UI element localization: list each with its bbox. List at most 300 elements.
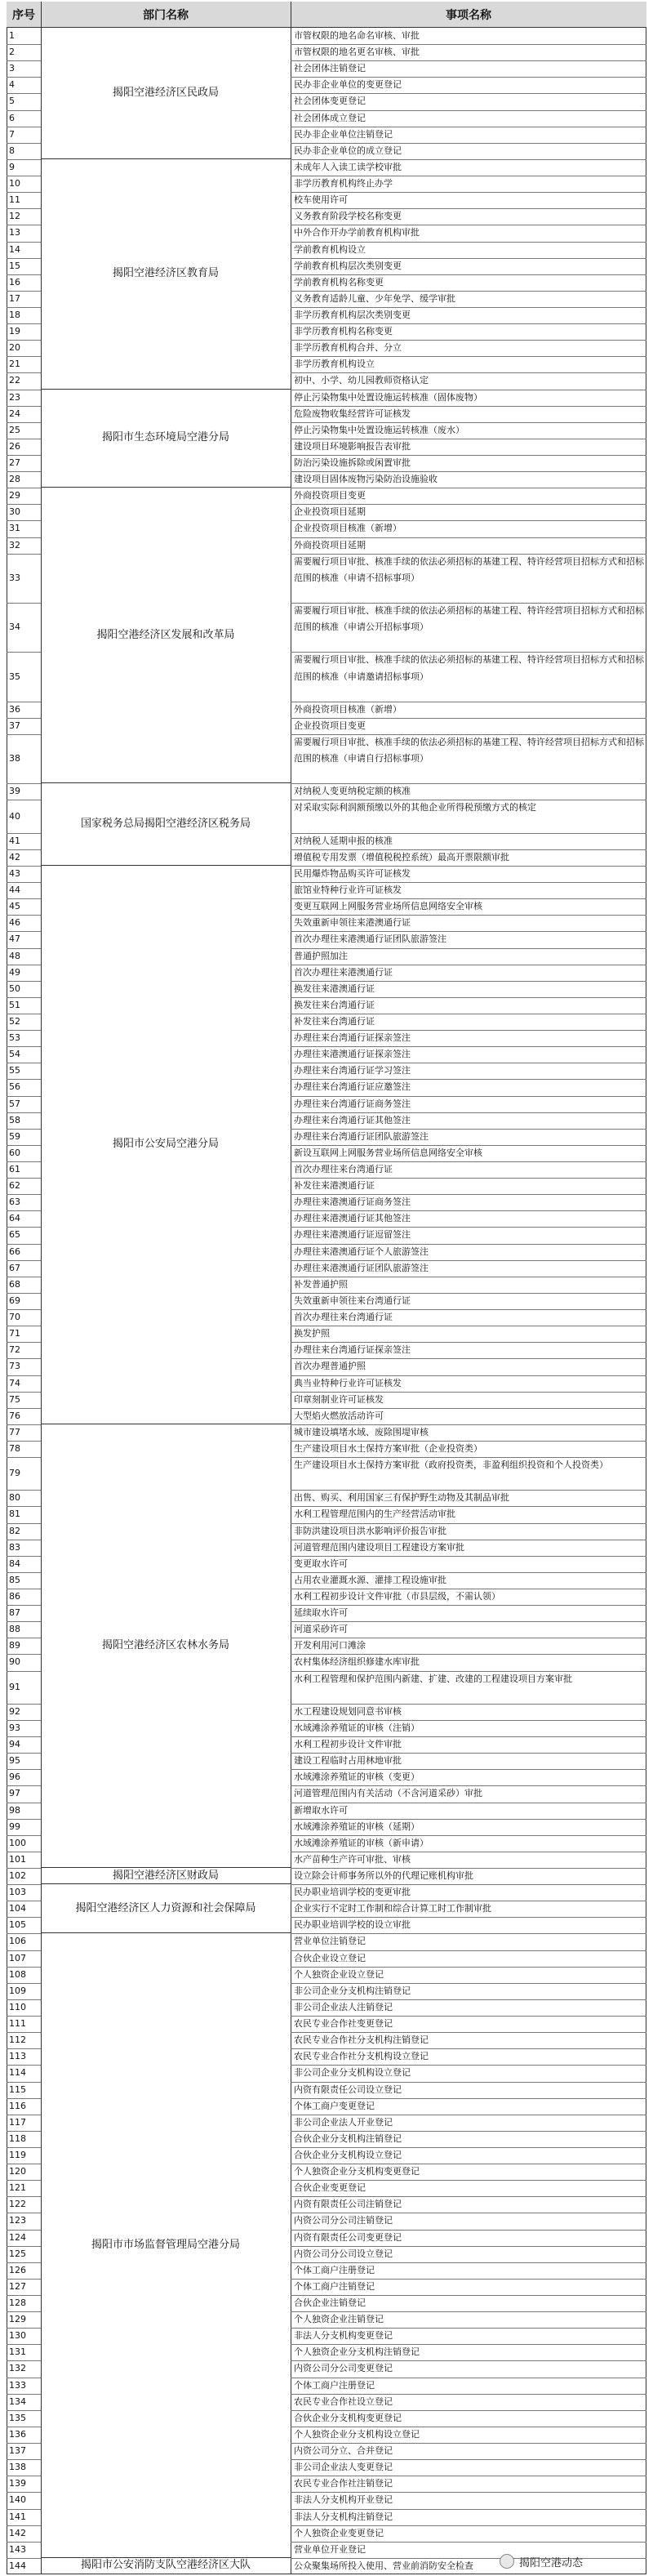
row-item-name: 印章刻制业许可证核发 (294, 1393, 384, 1405)
row-item-name: 办理往来港澳通行证商务签注 (294, 1197, 411, 1208)
row-number: 37 (9, 720, 20, 731)
row-divider (7, 1933, 41, 1934)
row-divider (7, 981, 41, 982)
row-divider (7, 1161, 41, 1162)
row-divider (7, 1392, 41, 1393)
row-number: 2 (9, 47, 15, 58)
row-number: 29 (9, 490, 20, 501)
row-number: 83 (9, 1541, 20, 1553)
row-item-name: 非法人分支机构开业登记 (294, 2494, 393, 2506)
row-item-name: 办理往来台湾通行证应邀签注 (294, 1081, 411, 1093)
row-number: 59 (9, 1130, 20, 1142)
row-divider (291, 652, 646, 653)
row-item-name: 学前教育机构设立 (294, 243, 366, 255)
row-divider (291, 2016, 646, 2017)
row-item-name: 换发往来港澳通行证 (294, 983, 375, 994)
row-divider (7, 931, 41, 932)
row-item-name: 内资公司分公司注销登记 (294, 2215, 393, 2226)
row-item-name: 办理往来台湾通行证探亲签注 (294, 1032, 411, 1044)
row-number: 141 (9, 2511, 26, 2522)
row-divider (7, 603, 41, 604)
row-divider (7, 1490, 41, 1491)
row-divider (7, 520, 41, 521)
row-divider (291, 2509, 646, 2510)
row-number: 26 (9, 440, 20, 452)
row-divider (7, 504, 41, 505)
row-item-name: 个人独资企业分支机构变更登记 (294, 2166, 420, 2177)
row-item-name: 新设互联网上网服务营业场所信息网络安全审核 (294, 1147, 482, 1158)
row-divider (7, 2558, 41, 2559)
header-item: 事项名称 (291, 2, 646, 28)
department-name: 揭阳市公安局空港分局 (41, 866, 291, 1424)
row-item-name: 公众聚集场所投入使用、营业前消防安全检查 (294, 2560, 473, 2571)
row-number: 81 (9, 1509, 20, 1520)
row-divider (7, 2360, 41, 2361)
row-divider (291, 1967, 646, 1968)
row-item-name: 社会团体成立登记 (294, 112, 366, 123)
row-divider (7, 110, 41, 111)
row-number: 136 (9, 2428, 26, 2440)
row-divider (7, 2410, 41, 2411)
row-item-name: 停止污染物集中处置设施运转核准（固体废物） (294, 391, 482, 403)
row-divider (291, 833, 646, 834)
row-divider (291, 307, 646, 308)
row-divider (7, 1210, 41, 1211)
row-item-name: 办理往来台湾通行证其他签注 (294, 1114, 411, 1125)
department-name: 揭阳空港经济区发展和改革局 (41, 488, 291, 783)
row-divider (7, 2048, 41, 2049)
row-item-name: 合伙企业分支机构注销登记 (294, 2133, 402, 2144)
row-number: 58 (9, 1114, 20, 1125)
row-divider (7, 2394, 41, 2395)
department-name: 揭阳空港经济区民政局 (41, 28, 291, 159)
row-divider (291, 2360, 646, 2361)
row-divider (7, 2065, 41, 2066)
row-item-name: 开发利用河口滩涂 (294, 1640, 366, 1651)
row-item-name: 首次办理往来台湾通行证 (294, 1312, 393, 1323)
row-divider (291, 77, 646, 78)
row-number: 24 (9, 408, 20, 419)
row-item-name: 需要履行项目审批、核准手续的依法必须招标的基建工程、特许经营项目招标方式和招标范围的核准（申请自行招标事项） (294, 736, 644, 764)
row-item-name: 普通护照加注 (294, 950, 348, 961)
row-divider (291, 274, 646, 275)
row-number: 4 (9, 79, 15, 91)
row-item-name: 换发护照 (294, 1328, 330, 1339)
row-number: 6 (9, 112, 15, 123)
row-divider (7, 1884, 41, 1885)
row-divider (7, 2016, 41, 2017)
row-item-name: 个人独资企业设立登记 (294, 1968, 384, 1980)
row-item-name: 生产建设项目水土保持方案审批（政府投资类，非盈利组织投资和个人投资类） (294, 1460, 608, 1471)
row-item-name: 占用农业灌溉水源、灌排工程设施审批 (294, 1574, 446, 1585)
row-divider (291, 1605, 646, 1606)
row-item-name: 危险废物收集经营许可证核发 (294, 408, 411, 419)
row-number: 67 (9, 1262, 20, 1273)
row-divider (291, 2410, 646, 2411)
row-item-name: 外商投资项目延期 (294, 539, 366, 550)
row-item-name: 补发普通护照 (294, 1278, 348, 1290)
row-divider (7, 1983, 41, 1984)
row-divider (291, 1227, 646, 1228)
row-number: 130 (9, 2330, 26, 2342)
row-divider (291, 1441, 646, 1442)
row-item-name: 对纳税人变更纳税定额的核准 (294, 786, 411, 797)
row-divider (7, 2295, 41, 2296)
row-divider (291, 981, 646, 982)
row-item-name: 内资有限责任公司变更登记 (294, 2231, 402, 2243)
row-divider (7, 356, 41, 357)
row-item-name: 农民专业合作社分支机构设立登记 (294, 2051, 429, 2062)
row-divider (7, 1950, 41, 1951)
row-divider (7, 1720, 41, 1721)
row-number: 112 (9, 2035, 26, 2046)
row-number: 22 (9, 375, 20, 386)
row-item-name: 办理往来港澳通行证其他签注 (294, 1213, 411, 1224)
row-item-name: 非学历教育机构名称变更 (294, 326, 393, 337)
row-divider (291, 2344, 646, 2345)
row-number: 14 (9, 243, 20, 255)
row-item-name: 营业单位开业登记 (294, 2543, 366, 2555)
row-divider (291, 1244, 646, 1245)
row-divider (291, 2525, 646, 2526)
row-item-name: 增值税专用发票（增值税税控系统）最高开票限额审批 (294, 851, 509, 862)
row-divider (7, 1917, 41, 1918)
row-item-name: 校车使用许可 (294, 194, 348, 206)
row-number: 42 (9, 851, 20, 862)
row-number: 44 (9, 885, 20, 896)
row-number: 31 (9, 523, 20, 534)
row-divider (7, 948, 41, 949)
department-name: 揭阳空港经济区教育局 (41, 159, 291, 390)
row-number: 51 (9, 999, 20, 1010)
row-item-name: 水工程建设规划同意书审核 (294, 1705, 402, 1717)
row-number: 79 (9, 1468, 20, 1479)
row-number: 30 (9, 506, 20, 518)
row-item-name: 非公司企业法人开业登记 (294, 2116, 393, 2128)
row-divider (291, 1884, 646, 1885)
row-divider (291, 2394, 646, 2395)
department-name: 揭阳市公安消防支队空港经济区大队 (41, 2558, 291, 2574)
row-divider (291, 1358, 646, 1359)
row-number: 52 (9, 1015, 20, 1027)
row-divider (291, 143, 646, 144)
row-divider (291, 1523, 646, 1524)
row-divider (291, 882, 646, 883)
row-divider (7, 60, 41, 61)
row-divider (291, 60, 646, 61)
row-divider (7, 1736, 41, 1737)
watermark-text: 揭阳空港动态 (519, 2556, 584, 2569)
row-divider (291, 1490, 646, 1491)
row-item-name: 个人独资企业变更登记 (294, 2527, 384, 2538)
row-divider (7, 2279, 41, 2280)
row-item-name: 建设工程临时占用林地审批 (294, 1755, 402, 1767)
row-item-name: 补发往来台湾通行证 (294, 1015, 375, 1027)
row-divider (291, 2032, 646, 2033)
row-number: 105 (9, 1919, 26, 1931)
row-number: 127 (9, 2280, 26, 2292)
row-divider (7, 997, 41, 998)
row-item-name: 非学历教育机构设立 (294, 359, 375, 370)
row-divider (291, 1375, 646, 1376)
row-divider (291, 1720, 646, 1721)
row-item-name: 典当业特种行业许可证核发 (294, 1377, 402, 1388)
row-item-name: 首次办理往来台湾通行证 (294, 1164, 393, 1174)
row-number: 47 (9, 934, 20, 945)
row-divider (291, 504, 646, 505)
row-divider (291, 110, 646, 111)
row-divider (291, 997, 646, 998)
row-number: 18 (9, 309, 20, 320)
row-item-name: 办理往来港澳通行证探亲签注 (294, 1049, 411, 1060)
row-item-name: 未成年人入读工读学校审批 (294, 161, 402, 172)
row-divider (7, 2525, 41, 2526)
row-divider (291, 603, 646, 604)
row-number: 111 (9, 2018, 26, 2030)
row-divider (7, 143, 41, 144)
department-name: 揭阳市市场监督管理局空港分局 (41, 1933, 291, 2557)
row-divider (7, 2230, 41, 2231)
row-divider (291, 718, 646, 719)
row-divider (291, 1572, 646, 1573)
row-number: 27 (9, 457, 20, 469)
row-number: 38 (9, 753, 20, 764)
row-number: 66 (9, 1246, 20, 1257)
row-number: 91 (9, 1681, 20, 1692)
row-number: 98 (9, 1804, 20, 1816)
watermark (500, 2552, 646, 2570)
row-item-name: 水域滩涂养殖证的审核（注销） (294, 1722, 420, 1733)
row-divider (7, 652, 41, 653)
row-divider (291, 1933, 646, 1934)
row-divider (7, 2098, 41, 2099)
row-divider (7, 208, 41, 209)
row-divider (7, 242, 41, 243)
row-item-name: 民办非企业单位的成立登记 (294, 145, 402, 156)
row-divider (291, 1392, 646, 1393)
row-divider (7, 340, 41, 341)
row-number: 90 (9, 1656, 20, 1668)
row-divider (7, 1260, 41, 1261)
row-item-name: 企业投资项目变更 (294, 720, 366, 731)
row-divider (291, 406, 646, 407)
row-number: 99 (9, 1821, 20, 1832)
row-divider (7, 44, 41, 45)
row-divider (7, 2032, 41, 2033)
row-number: 41 (9, 835, 20, 846)
row-number: 25 (9, 424, 20, 435)
row-divider (7, 406, 41, 407)
row-item-name: 变更取水许可 (294, 1558, 348, 1569)
row-divider (7, 2311, 41, 2312)
header-department: 部门名称 (41, 2, 291, 28)
row-divider (7, 2344, 41, 2345)
row-item-name: 延续取水许可 (294, 1607, 348, 1619)
row-divider (7, 422, 41, 423)
row-divider (7, 849, 41, 850)
row-item-name: 非公司企业法人注销登记 (294, 2001, 393, 2012)
row-divider (291, 2147, 646, 2148)
row-divider (7, 192, 41, 193)
department-name: 揭阳空港经济区财政局 (41, 1868, 291, 1884)
row-divider (7, 915, 41, 916)
row-number: 121 (9, 2182, 26, 2194)
row-divider (7, 1999, 41, 2000)
row-item-name: 非公司企业法人变更登记 (294, 2462, 393, 2473)
row-item-name: 社会团体注销登记 (294, 63, 366, 74)
row-divider (7, 2180, 41, 2181)
row-number: 60 (9, 1147, 20, 1158)
row-number: 57 (9, 1098, 20, 1109)
row-number: 85 (9, 1574, 20, 1585)
row-item-name: 换发往来台湾通行证 (294, 999, 375, 1010)
row-divider (291, 44, 646, 45)
row-number: 89 (9, 1640, 20, 1651)
row-item-name: 企业投资项目核准（新增） (294, 523, 402, 534)
row-item-name: 需要履行项目审批、核准手续的依法必须招标的基建工程、特许经营项目招标方式和招标范围的核准（申请公开招标事项） (294, 605, 644, 633)
row-divider (291, 866, 646, 867)
row-divider (291, 422, 646, 423)
row-number: 94 (9, 1739, 20, 1750)
department-name: 揭阳空港经济区人力资源和社会保障局 (41, 1884, 291, 1933)
row-number: 95 (9, 1755, 20, 1767)
row-item-name: 民办职业培训学校的设立审批 (294, 1919, 411, 1931)
row-divider (7, 1441, 41, 1442)
row-item-name: 非公司企业分支机构注销登记 (294, 1985, 411, 1996)
row-item-name: 非防洪建设项目洪水影响评价报告审批 (294, 1525, 446, 1536)
row-number: 139 (9, 2478, 26, 2489)
row-divider (291, 1506, 646, 1507)
row-item-name: 个人独资企业分支机构设立登记 (294, 2428, 420, 2440)
row-divider (291, 1112, 646, 1113)
row-number: 28 (9, 474, 20, 485)
row-divider (7, 1457, 41, 1458)
row-divider (291, 537, 646, 538)
row-divider (291, 2180, 646, 2181)
row-item-name: 设立除会计师事务所以外的代理记账机构审批 (294, 1870, 473, 1881)
row-divider (291, 356, 646, 357)
row-divider (291, 1210, 646, 1211)
header-number: 序号 (7, 2, 41, 28)
row-divider (7, 866, 41, 867)
row-item-name: 学前教育机构名称变更 (294, 276, 384, 287)
row-divider (7, 2147, 41, 2148)
row-divider (7, 1819, 41, 1820)
row-divider (291, 2048, 646, 2049)
row-divider (7, 1079, 41, 1080)
row-item-name: 建设项目环境影响报告表审批 (294, 440, 411, 452)
row-divider (291, 554, 646, 555)
row-number: 3 (9, 63, 15, 74)
row-item-name: 非学历教育机构终止办学 (294, 178, 393, 189)
department-name: 国家税务总局揭阳空港经济区税务局 (41, 783, 291, 866)
row-number: 23 (9, 391, 20, 403)
row-number: 143 (9, 2543, 26, 2555)
row-number: 56 (9, 1081, 20, 1093)
row-item-name: 合伙企业分支机构设立登记 (294, 2149, 402, 2160)
row-number: 107 (9, 1952, 26, 1963)
row-item-name: 新增取水许可 (294, 1804, 348, 1816)
row-item-name: 民办非企业单位注销登记 (294, 128, 393, 140)
row-item-name: 办理往来港澳通行证团队旅游签注 (294, 1262, 429, 1273)
row-divider (291, 323, 646, 324)
row-number: 76 (9, 1410, 20, 1421)
row-divider (291, 2459, 646, 2460)
row-item-name: 个体工商户注册登记 (294, 2379, 375, 2391)
row-number: 125 (9, 2248, 26, 2259)
row-item-name: 对采取实际利润额预缴以外的其他企业所得税预缴方式的核定 (294, 802, 536, 813)
row-item-name: 外商投资项目变更 (294, 490, 366, 501)
row-divider (7, 93, 41, 94)
row-number: 126 (9, 2264, 26, 2275)
row-number: 34 (9, 622, 20, 633)
row-number: 114 (9, 2067, 26, 2079)
row-divider (291, 1556, 646, 1557)
row-item-name: 非公司企业分支机构设立登记 (294, 2067, 411, 2079)
row-number: 71 (9, 1328, 20, 1339)
row-divider (291, 1260, 646, 1261)
row-divider (7, 1967, 41, 1968)
row-item-name: 个体工商户变更登记 (294, 2100, 375, 2111)
row-item-name: 个人独资企业分支机构注销登记 (294, 2346, 420, 2358)
row-item-name: 农民专业合作社变更登记 (294, 2018, 393, 2030)
row-number: 77 (9, 1426, 20, 1437)
row-number: 46 (9, 917, 20, 929)
row-divider (7, 2196, 41, 2197)
row-number: 74 (9, 1377, 20, 1388)
row-item-name: 旅馆业特种行业许可证核发 (294, 885, 402, 896)
row-divider (291, 1835, 646, 1836)
row-divider (7, 1129, 41, 1130)
row-divider (291, 192, 646, 193)
row-divider (291, 471, 646, 472)
row-divider (7, 2459, 41, 2460)
row-divider (7, 1671, 41, 1672)
row-item-name: 内资有限责任公司设立登记 (294, 2084, 402, 2095)
row-number: 33 (9, 572, 20, 583)
row-divider (291, 1408, 646, 1409)
row-number: 108 (9, 1968, 26, 1980)
row-item-name: 建设项目固体废物污染防治设施验收 (294, 474, 438, 485)
row-item-name: 办理往来港澳通行证个人旅游签注 (294, 1246, 429, 1257)
row-number: 55 (9, 1065, 20, 1076)
row-divider (7, 1342, 41, 1343)
row-item-name: 水域滩涂养殖证的审核（变更） (294, 1772, 420, 1783)
row-item-name: 合伙企业设立登记 (294, 1952, 366, 1963)
row-divider (291, 1621, 646, 1622)
row-item-name: 办理往来港澳通行证逗留签注 (294, 1229, 411, 1241)
row-item-name: 非学历教育机构合并、分立 (294, 342, 402, 354)
row-divider (291, 2443, 646, 2444)
row-number: 36 (9, 703, 20, 715)
row-divider (7, 1572, 41, 1573)
row-divider (291, 2065, 646, 2066)
row-number: 115 (9, 2084, 26, 2095)
row-divider (291, 1145, 646, 1146)
row-number: 93 (9, 1722, 20, 1733)
department-name: 揭阳空港经济区农林水务局 (41, 1424, 291, 1868)
row-number: 142 (9, 2527, 26, 2538)
row-number: 100 (9, 1837, 26, 1848)
row-divider (7, 1704, 41, 1705)
row-divider (291, 242, 646, 243)
row-divider (291, 931, 646, 932)
row-divider (7, 1112, 41, 1113)
row-number: 15 (9, 260, 20, 271)
row-divider (7, 1654, 41, 1655)
row-divider (291, 1096, 646, 1097)
row-number: 120 (9, 2166, 26, 2177)
